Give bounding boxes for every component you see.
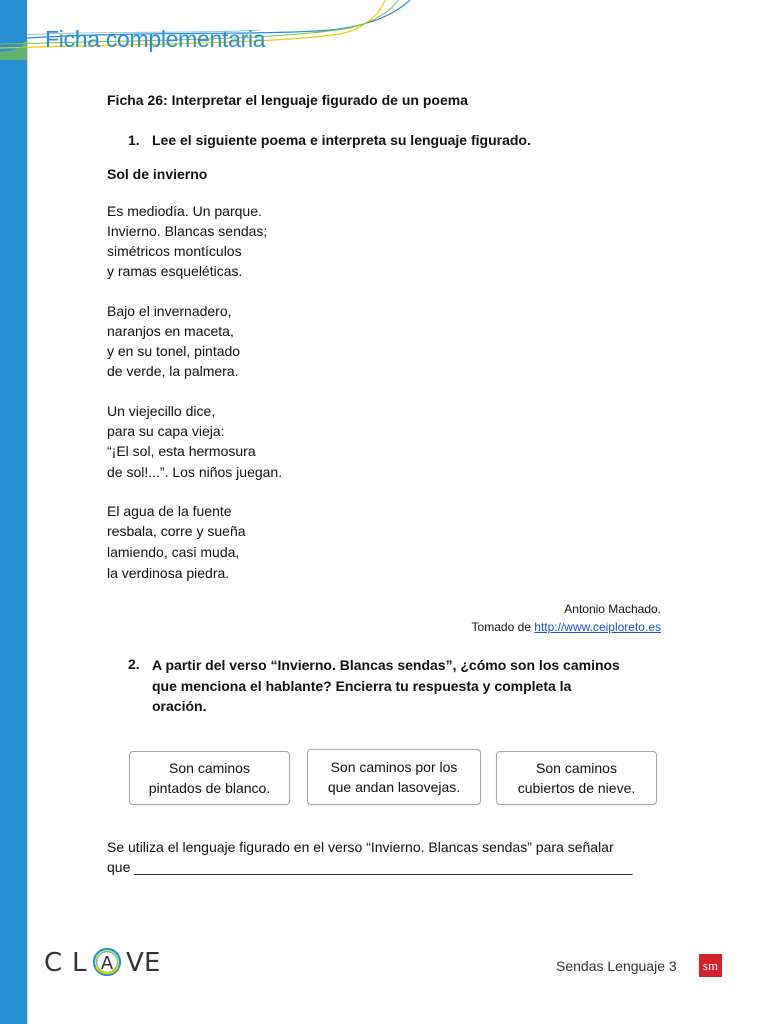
- brand-letter-e: E: [144, 948, 161, 978]
- question-2-line: que menciona el hablante? Encierra tu respuesta y completa la: [152, 677, 572, 694]
- poem-source-prefix: Tomado de: [471, 620, 535, 634]
- poem-line: simétricos montículos: [107, 243, 242, 259]
- question-1-number: 1.: [128, 132, 140, 148]
- poem-author: Antonio Machado.: [564, 602, 661, 616]
- answer-option-line: Son caminos por los: [330, 759, 458, 775]
- completion-line-2[interactable]: que ________________________________________________________________: [107, 859, 633, 875]
- poem-line: la verdinosa piedra.: [107, 565, 230, 581]
- header-title: Ficha complementaria: [45, 26, 266, 52]
- left-accent-bar: [0, 0, 27, 1024]
- poem-line: Bajo el invernadero,: [107, 303, 232, 319]
- left-accent-divider: [27, 40, 28, 1024]
- poem-line: El agua de la fuente: [107, 503, 232, 519]
- poem-line: Invierno. Blancas sendas;: [107, 223, 268, 239]
- question-2-number: 2.: [128, 656, 140, 672]
- answer-option-line: que andan lasovejas.: [327, 779, 461, 795]
- answer-option-1[interactable]: [129, 751, 290, 805]
- brand-letter-l: L: [72, 948, 87, 978]
- answer-option-line: pintados de blanco.: [148, 780, 271, 796]
- poem-line: de verde, la palmera.: [107, 363, 239, 379]
- poem-source: [472, 620, 661, 634]
- answer-option-2[interactable]: [307, 749, 481, 805]
- poem-line: naranjos en maceta,: [107, 323, 234, 339]
- clave-brand-logo: [44, 945, 161, 981]
- brand-letter-a: A: [100, 953, 114, 974]
- poem-line: Un viejecillo dice,: [107, 403, 216, 419]
- answer-option-line: cubiertos de nieve.: [517, 780, 636, 796]
- poem-line: para su capa vieja:: [107, 423, 225, 439]
- poem-line: lamiendo, casi muda,: [107, 544, 240, 560]
- poem-line: “¡El sol, esta hermosura: [107, 443, 256, 459]
- poem-title: Sol de invierno: [107, 166, 208, 182]
- completion-line-1: Se utiliza el lenguaje figurado en el verso “Invierno. Blancas sendas” para señalar: [107, 839, 614, 855]
- question-2-line: A partir del verso “Invierno. Blancas sendas”, ¿cómo son los caminos: [152, 657, 620, 673]
- answer-option-line: Son caminos: [536, 760, 617, 776]
- footer-book-title: Sendas Lenguaje 3: [556, 958, 677, 974]
- brand-letter-c: C: [44, 948, 63, 978]
- answer-option-line: Son caminos: [169, 760, 250, 776]
- poem-line: y en su tonel, pintado: [107, 343, 241, 359]
- question-2-text: [152, 655, 620, 717]
- poem-line: Es mediodía. Un parque.: [107, 203, 262, 219]
- sm-publisher-logo: sm: [699, 954, 722, 977]
- question-1-text: Lee el siguiente poema e interpreta su lenguaje figurado.: [152, 132, 531, 148]
- worksheet-title: Ficha 26: Interpretar el lenguaje figurado de un poema: [107, 92, 468, 108]
- poem-line: y ramas esqueléticas.: [107, 263, 243, 279]
- poem-source-link[interactable]: http://www.ceiploreto.es: [534, 620, 661, 634]
- brand-letter-v: V: [126, 948, 144, 978]
- answer-option-3[interactable]: [496, 751, 657, 805]
- poem-line: resbala, corre y sueña: [107, 523, 246, 539]
- question-2-line: oración.: [152, 698, 207, 714]
- poem-line: de sol!...”. Los niños juegan.: [107, 464, 283, 480]
